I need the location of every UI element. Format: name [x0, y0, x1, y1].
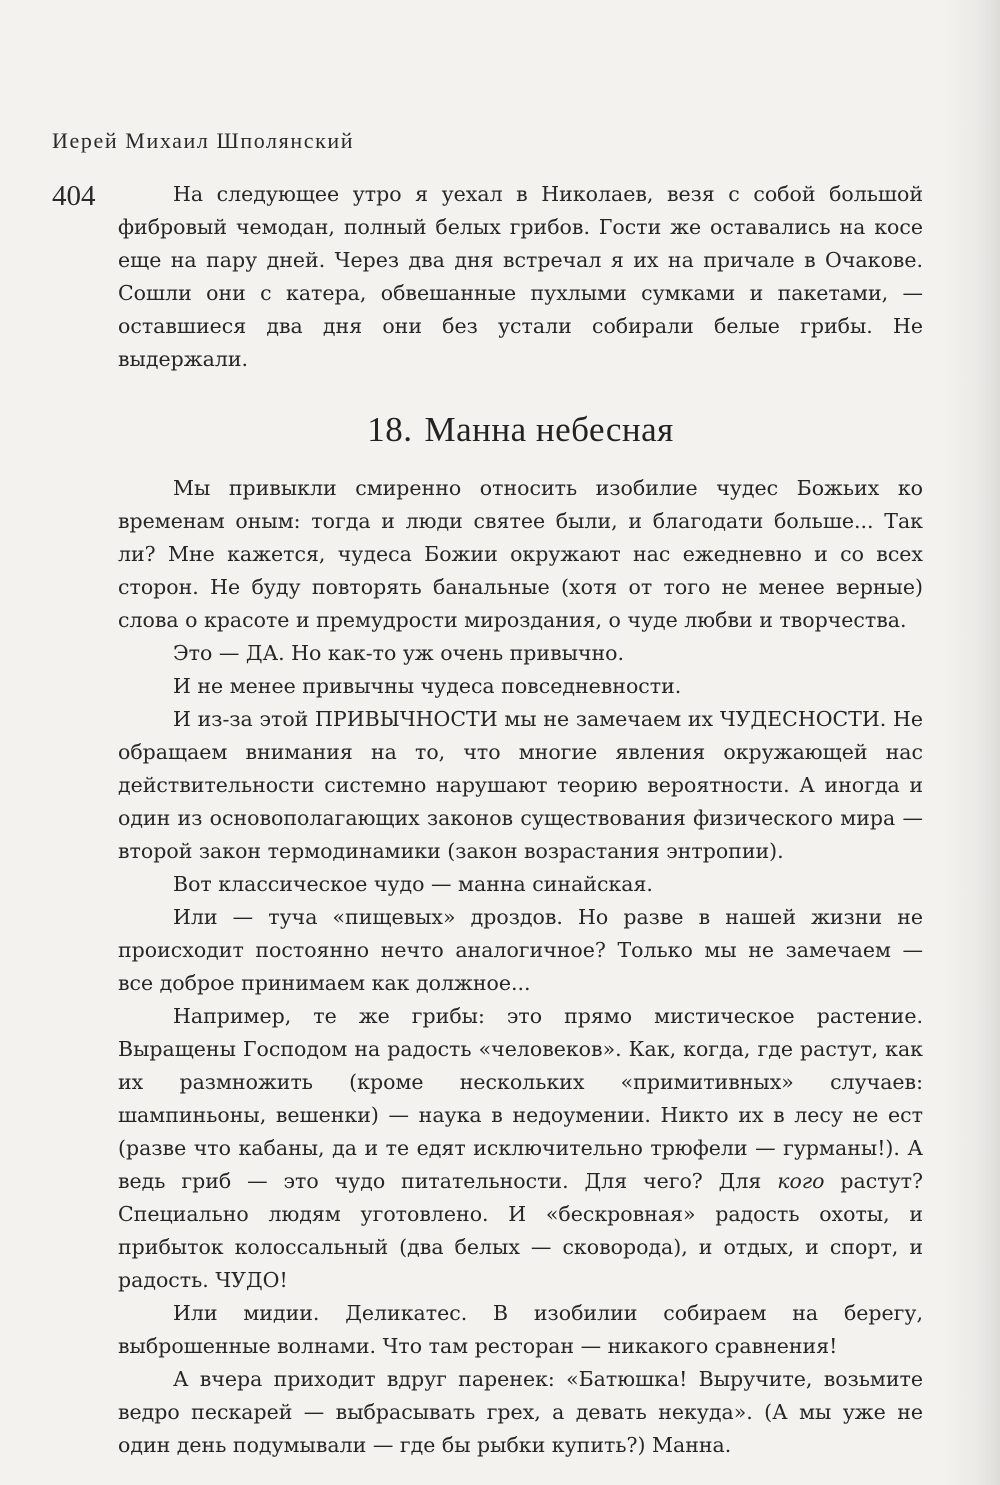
page-number: 404	[52, 180, 96, 212]
paragraph	[118, 1000, 923, 1297]
paragraph: Это — ДА. Но как-то уж очень привычно.	[173, 641, 625, 665]
intro-paragraph: На следующее утро я уехал в Николаев, везя с собой большой фибровый чемодан, полный белых грибов. Гости же оставались на косе еще на пару дней. Через два дня встречал я их на причале в Очакове. Сошли они с катера, обвешанные пухлыми сумками и пакетами, — оставшиеся два дня они без устали собирали белые грибы. Не выдержали.	[118, 182, 923, 371]
paragraph: И из-за этой ПРИВЫЧНОСТИ мы не замечаем их ЧУДЕСНОСТИ. Не обращаем внимания на то, что многие явления окружающей нас действительности системно нарушают теорию вероятности. А иногда и один из основополагающих законов существования физического мира — второй закон термодинамики (закон возрастания энтропии).	[118, 707, 923, 863]
paragraph-text: Например, те же грибы: это прямо мистическое растение. Выращены Господом на радость «человеков». Как, когда, где растут, как их размножить (кроме нескольких «примитивных» случаев: шампиньоны, вешенки) — наука в недоумении. Никто их в лесу не ест (разве что кабаны, да и те едят исключительно трюфели — гурманы!). А ведь гриб — это чудо питательности. Для чего? Для	[118, 1004, 923, 1193]
chapter-title	[118, 410, 923, 450]
paragraph: Мы привыкли смиренно относить изобилие чудес Божьих ко временам оным: тогда и люди святее были, и благодати больше... Так ли? Мне кажется, чудеса Божии окружают нас ежедневно и со всех сторон. Не буду повторять банальные (хотя от того не менее верные) слова о красоте и премудрости мироздания, о чуде любви и творчества.	[118, 476, 923, 632]
italic-word: кого	[777, 1169, 825, 1193]
chapter-number: 18.	[367, 410, 413, 449]
paragraph: И не менее привычны чудеса повседневности.	[173, 674, 682, 698]
body-text	[118, 178, 923, 1462]
chapter-title-text: Манна небесная	[424, 410, 674, 449]
paragraph: А вчера приходит вдруг паренек: «Батюшка! Выручите, возьмите ведро пескарей — выбрасывать грех, а девать некуда». (А мы уже не один день подумывали — где бы рыбки купить?) Манна.	[118, 1367, 923, 1457]
page-shadow	[940, 0, 1000, 1485]
running-head: Иерей Михаил Шполянский	[52, 128, 355, 153]
paragraph: Или — туча «пищевых» дроздов. Но разве в нашей жизни не происходит постоянно нечто аналогичное? Только мы не замечаем — все доброе принимаем как должное...	[118, 905, 923, 995]
paragraph-text: растут? Специально людям уготовлено. И «бескровная» радость охоты, и прибыток колоссальный (два белых — сковорода), и отдых, и спорт, и радость. ЧУДО!	[118, 1169, 923, 1292]
paragraph: Или мидии. Деликатес. В изобилии собираем на берегу, выброшенные волнами. Что там ресторан — никакого сравнения!	[118, 1301, 923, 1358]
paragraph: Вот классическое чудо — манна синайская.	[173, 872, 653, 896]
